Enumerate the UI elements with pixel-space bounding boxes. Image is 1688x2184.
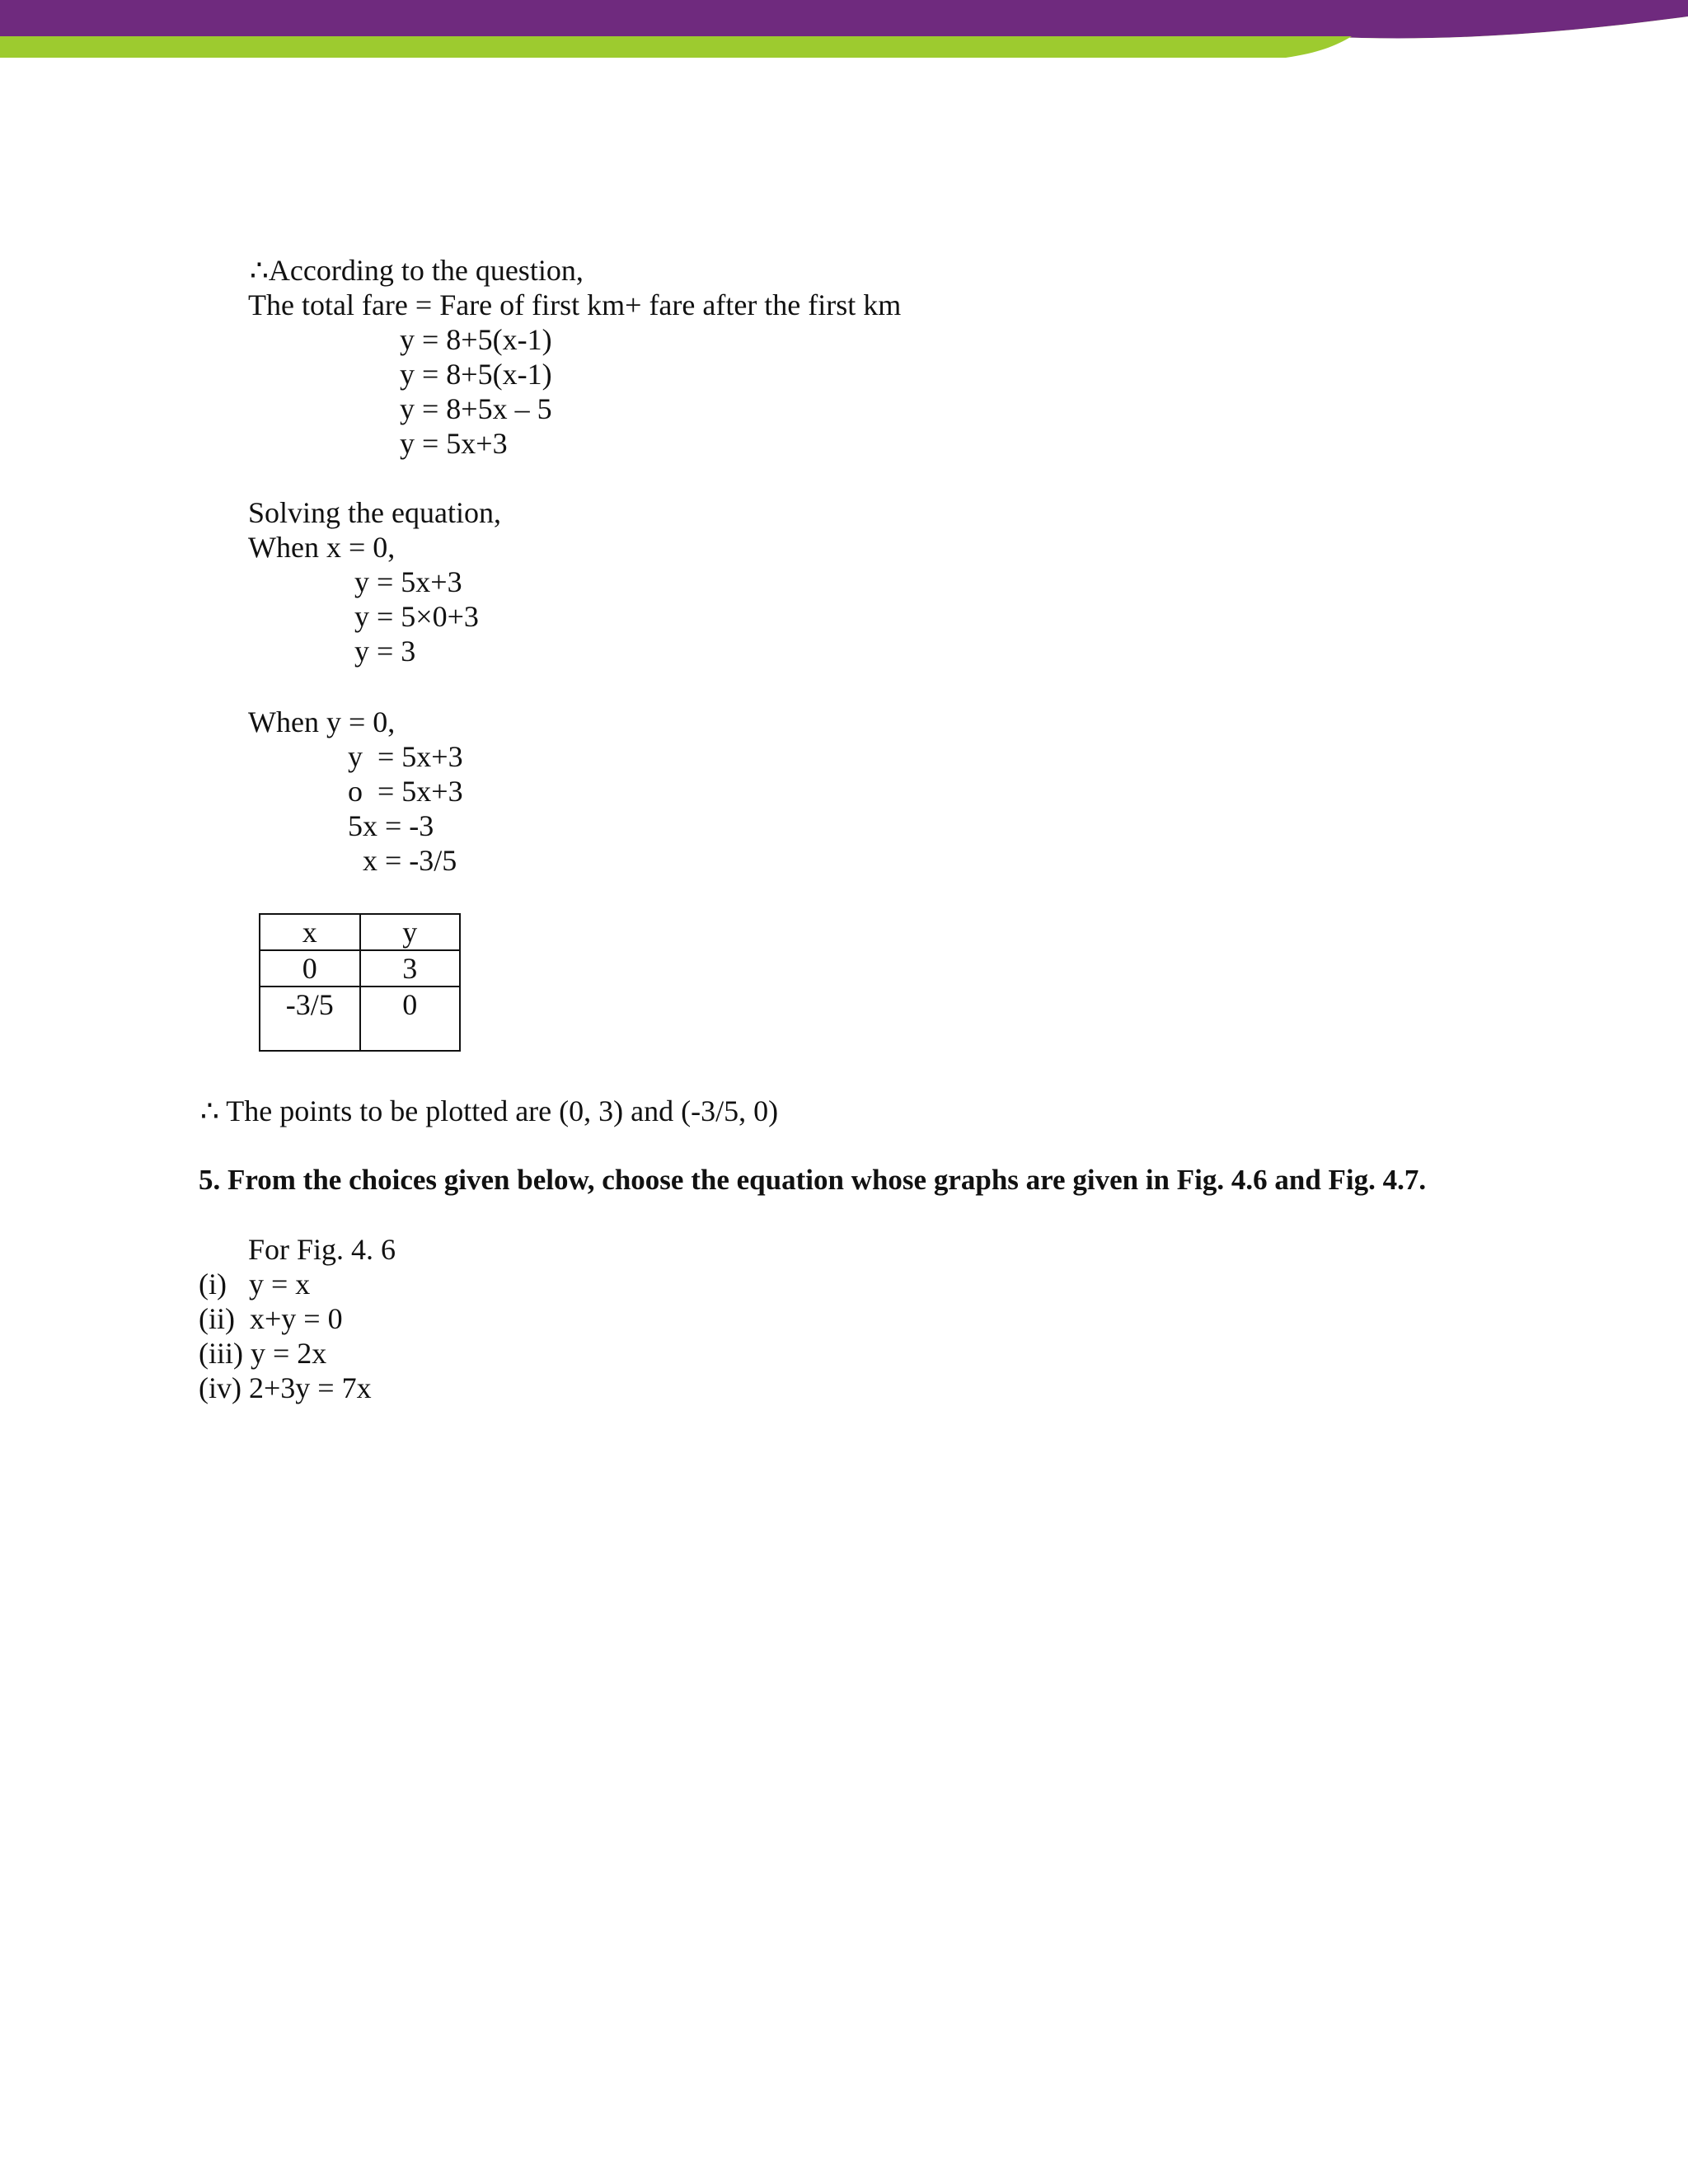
equation-line: x = -3/5 <box>363 844 457 877</box>
header-decoration-band <box>0 0 1688 66</box>
equation-line: y = 5x+3 <box>348 740 463 773</box>
equation-line: y = 5x+3 <box>354 565 462 598</box>
header-green-strip <box>0 36 1352 58</box>
header-purple-band <box>0 0 1688 39</box>
equation-line: y = 8+5(x-1) <box>400 358 552 391</box>
table-cell: 0 <box>260 950 360 987</box>
points-conclusion: ∴ The points to be plotted are (0, 3) and (-3/5, 0) <box>200 1094 779 1127</box>
choice-item: (iv) 2+3y = 7x <box>199 1371 372 1404</box>
equation-line: y = 8+5x – 5 <box>400 392 552 425</box>
text-line: When y = 0, <box>248 705 396 738</box>
text-line: ∴According to the question, <box>250 254 584 287</box>
figure-label: For Fig. 4. 6 <box>248 1233 396 1266</box>
xy-values-table <box>259 913 461 1052</box>
choice-item: (iii) y = 2x <box>199 1337 327 1370</box>
equation-line: y = 5x+3 <box>400 427 508 460</box>
table-cell: -3/5 <box>260 987 360 1051</box>
table-header-y: y <box>360 914 461 950</box>
question-5-heading: 5. From the choices given below, choose the equation whose graphs are given in Fig. 4.6 and Fig. 4.7. <box>199 1164 1427 1196</box>
equation-line: y = 8+5(x-1) <box>400 323 552 356</box>
table-header-x: x <box>260 914 360 950</box>
choice-item: (i) y = x <box>199 1268 311 1301</box>
equation-line: o = 5x+3 <box>348 775 463 808</box>
table-cell: 0 <box>360 987 461 1051</box>
equation-line: y = 5×0+3 <box>354 600 479 633</box>
choice-item: (ii) x+y = 0 <box>199 1302 343 1335</box>
text-line: When x = 0, <box>248 531 396 564</box>
table-cell: 3 <box>360 950 461 987</box>
text-line: The total fare = Fare of first km+ fare after the first km <box>248 288 902 321</box>
text-line: Solving the equation, <box>248 496 501 529</box>
equation-line: y = 3 <box>354 635 416 668</box>
equation-line: 5x = -3 <box>348 809 434 842</box>
